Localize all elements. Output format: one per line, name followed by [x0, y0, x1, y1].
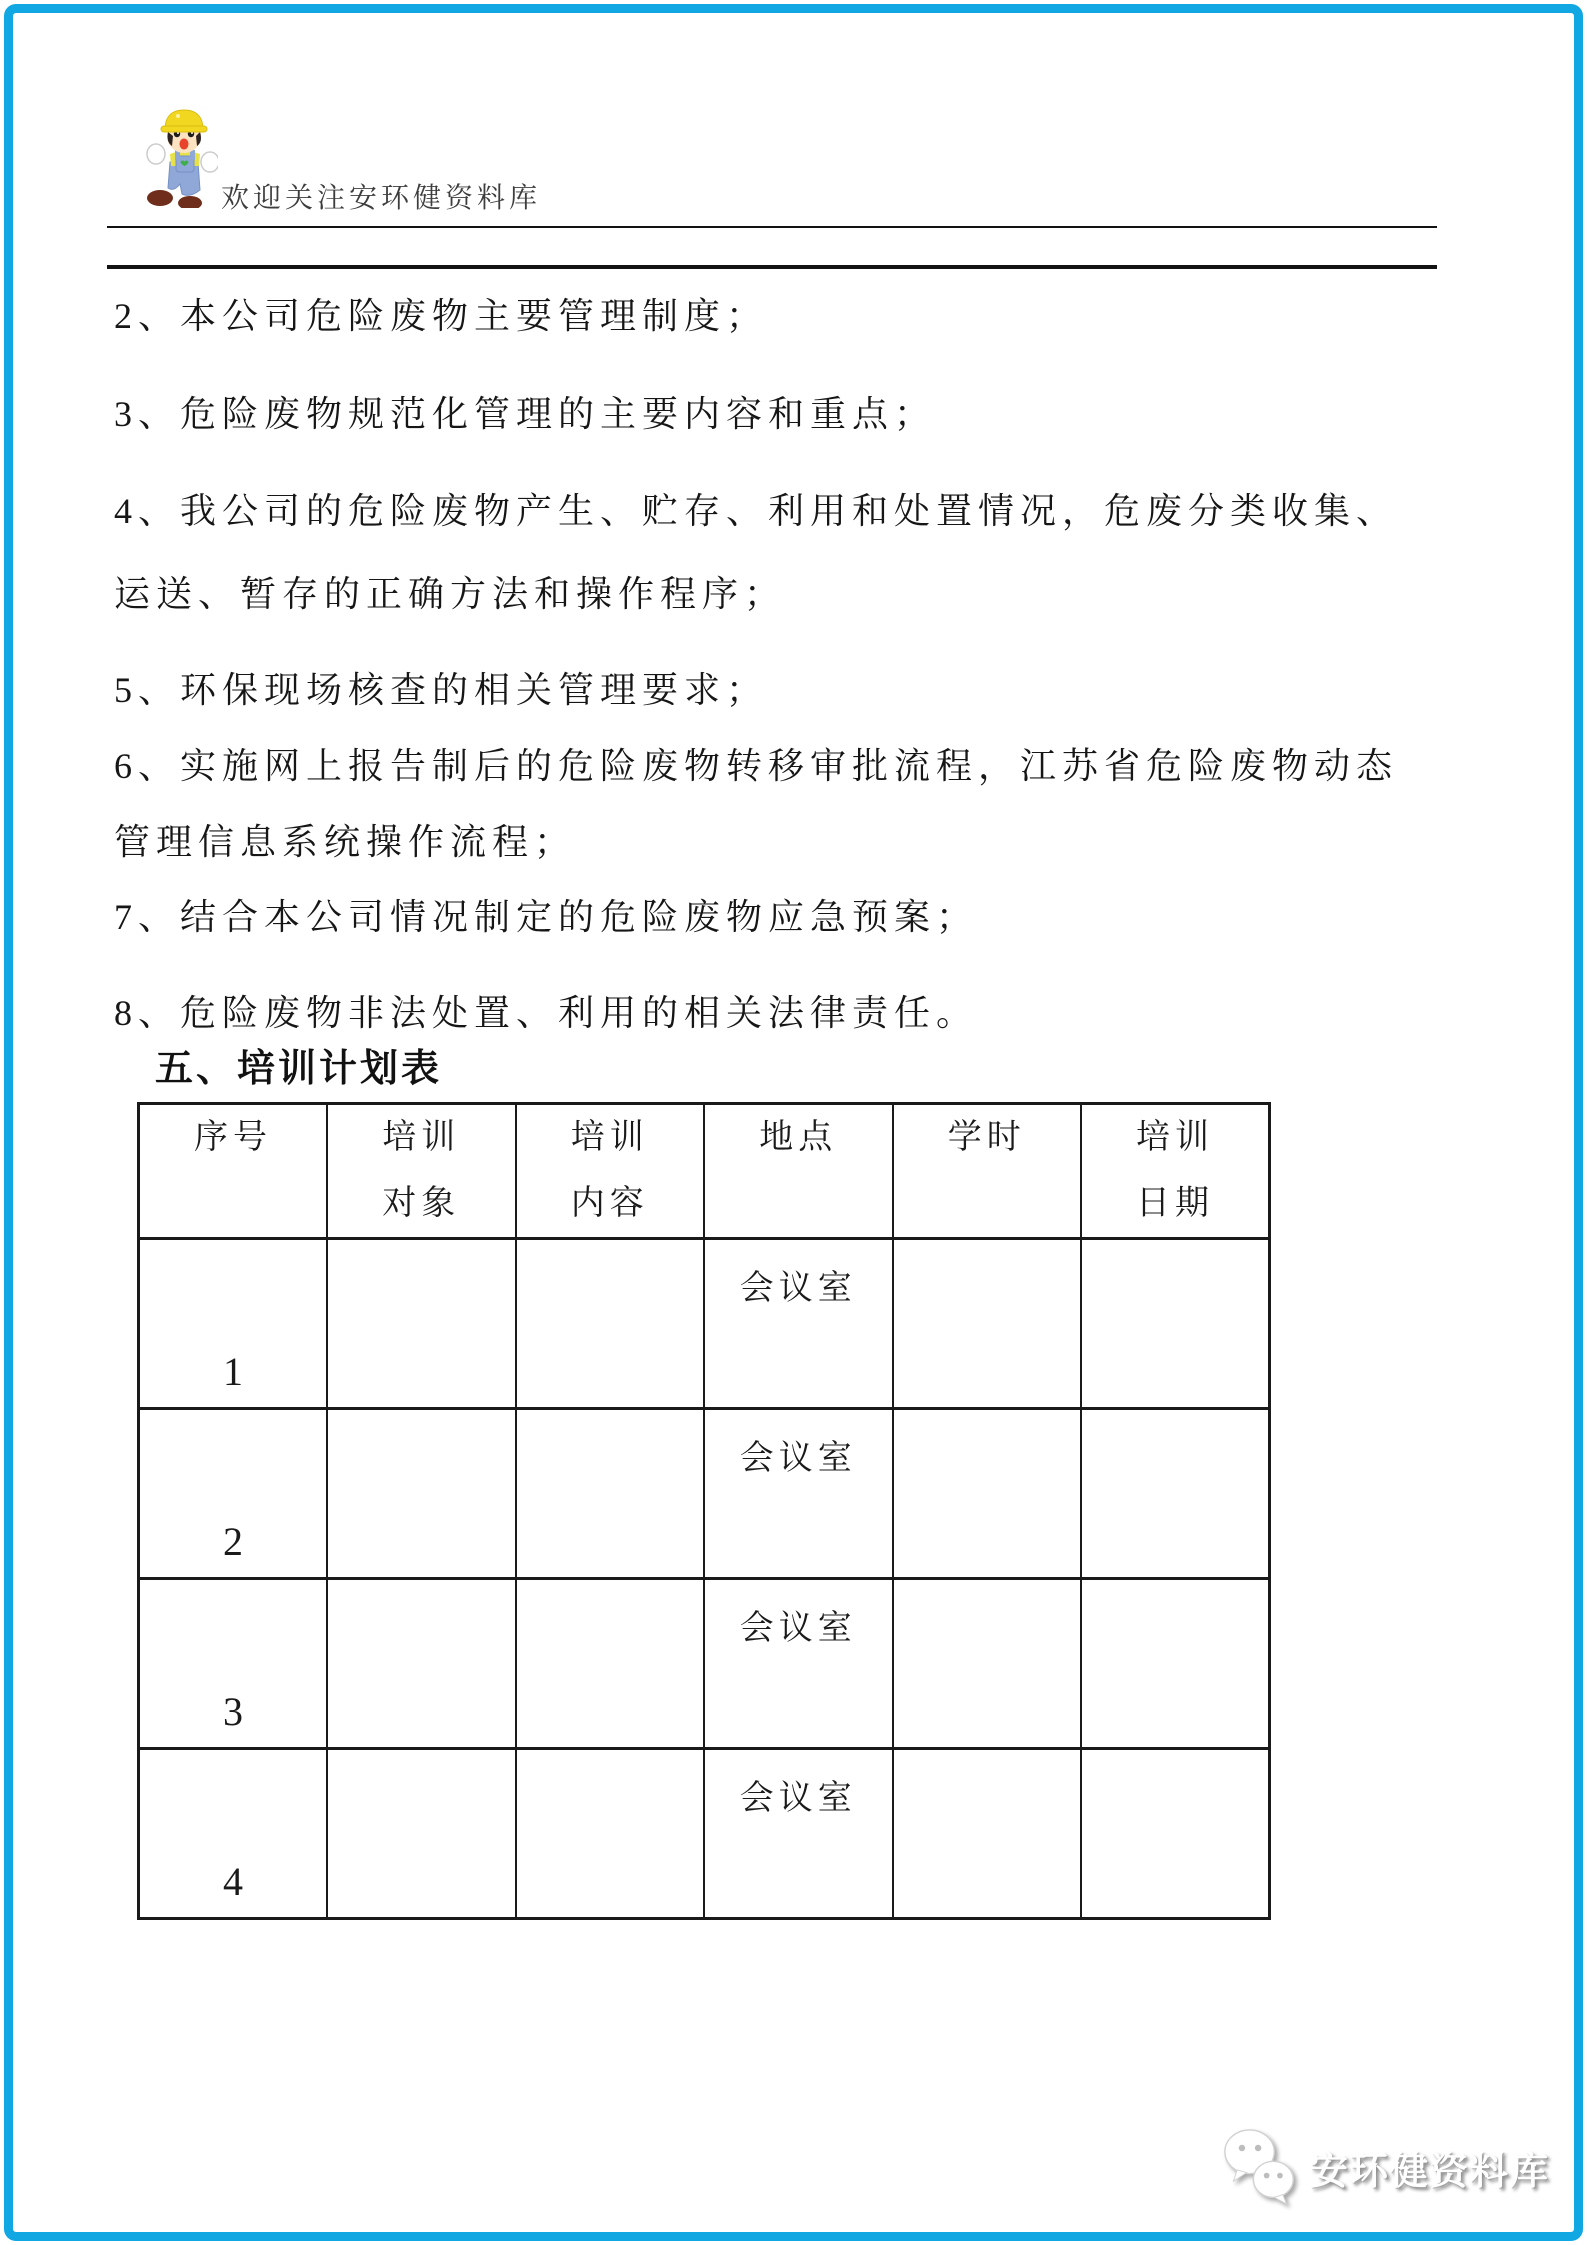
header-label: 地点: [759, 1119, 838, 1156]
cell-date: [1081, 1239, 1270, 1409]
cell-hours: [893, 1749, 1082, 1919]
row-number: 2: [223, 1519, 243, 1564]
cell-content: [516, 1239, 705, 1409]
header-label: 培训: [382, 1119, 461, 1156]
header-label: 学时: [947, 1119, 1026, 1156]
header-label: 培训: [570, 1119, 649, 1156]
cell-location: [704, 1239, 893, 1409]
col-header-hours: [893, 1104, 1082, 1239]
cell-location: [704, 1409, 893, 1579]
cell-seq: [139, 1409, 328, 1579]
cell-seq: [139, 1749, 328, 1919]
location-text: 会议室: [739, 1780, 857, 1817]
cell-seq: [139, 1579, 328, 1749]
cell-target: [327, 1409, 516, 1579]
mascot-shoe: [178, 196, 202, 208]
col-header-seq: [139, 1104, 328, 1239]
training-plan-table: [137, 1102, 1271, 1920]
doc-line: 8、危险废物非法处置、利用的相关法律责任。: [114, 993, 979, 1033]
cell-target: [327, 1239, 516, 1409]
divider-thin: [107, 226, 1437, 228]
cell-seq: [139, 1239, 328, 1409]
col-header-target: [327, 1104, 516, 1239]
location-text: 会议室: [739, 1270, 857, 1307]
header-label: 培训: [1136, 1119, 1214, 1156]
cell-content: [516, 1409, 705, 1579]
table-row: [139, 1239, 1270, 1409]
doc-line: 2、本公司危险废物主要管理制度；: [114, 296, 769, 336]
cell-content: [516, 1579, 705, 1749]
cell-date: [1081, 1409, 1270, 1579]
location-text: 会议室: [739, 1440, 857, 1477]
cell-target: [327, 1749, 516, 1919]
col-header-date: [1081, 1104, 1270, 1239]
brand-text: 安环健资料库: [1310, 2150, 1551, 2193]
banner-text: 欢迎关注安环健资料库: [221, 182, 542, 213]
doc-line: 3、危险废物规范化管理的主要内容和重点；: [114, 394, 937, 434]
header-label: 序号: [194, 1119, 272, 1156]
table-row: [139, 1409, 1270, 1579]
doc-line: 6、实施网上报告制后的危险废物转移审批流程，江苏省危险废物动态: [114, 746, 1399, 786]
table-row: [139, 1579, 1270, 1749]
divider-thick: [107, 265, 1437, 269]
cell-date: [1081, 1749, 1270, 1919]
location-text: 会议室: [739, 1610, 857, 1647]
cell-location: [704, 1579, 893, 1749]
mascot-shoe: [147, 190, 173, 206]
header-label: 内容: [570, 1185, 649, 1222]
header-label: 对象: [382, 1185, 461, 1222]
row-number: 1: [223, 1349, 243, 1394]
brand-watermark: [1222, 2126, 1550, 2208]
doc-line: 4、我公司的危险废物产生、贮存、利用和处置情况，危废分类收集、: [114, 491, 1399, 531]
row-number: 4: [223, 1859, 243, 1904]
doc-line: 运送、暂存的正确方法和操作程序；: [114, 574, 787, 614]
safety-worker-mascot-icon: [146, 106, 218, 208]
table-header-row: [139, 1104, 1270, 1239]
doc-line: 5、环保现场核查的相关管理要求；: [114, 670, 769, 710]
cell-content: [516, 1749, 705, 1919]
cell-target: [327, 1579, 516, 1749]
cell-hours: [893, 1579, 1082, 1749]
cell-hours: [893, 1409, 1082, 1579]
col-header-location: [704, 1104, 893, 1239]
doc-line: 管理信息系统操作流程；: [114, 822, 577, 862]
cell-location: [704, 1749, 893, 1919]
cell-date: [1081, 1579, 1270, 1749]
doc-line: 7、结合本公司情况制定的危险废物应急预案；: [114, 897, 979, 937]
cell-hours: [893, 1239, 1082, 1409]
col-header-content: [516, 1104, 705, 1239]
header-label: 日期: [1136, 1185, 1214, 1222]
section-title: 五、培训计划表: [155, 1048, 443, 1090]
table-row: [139, 1749, 1270, 1919]
row-number: 3: [223, 1689, 243, 1734]
wechat-icon: [1222, 2126, 1298, 2208]
